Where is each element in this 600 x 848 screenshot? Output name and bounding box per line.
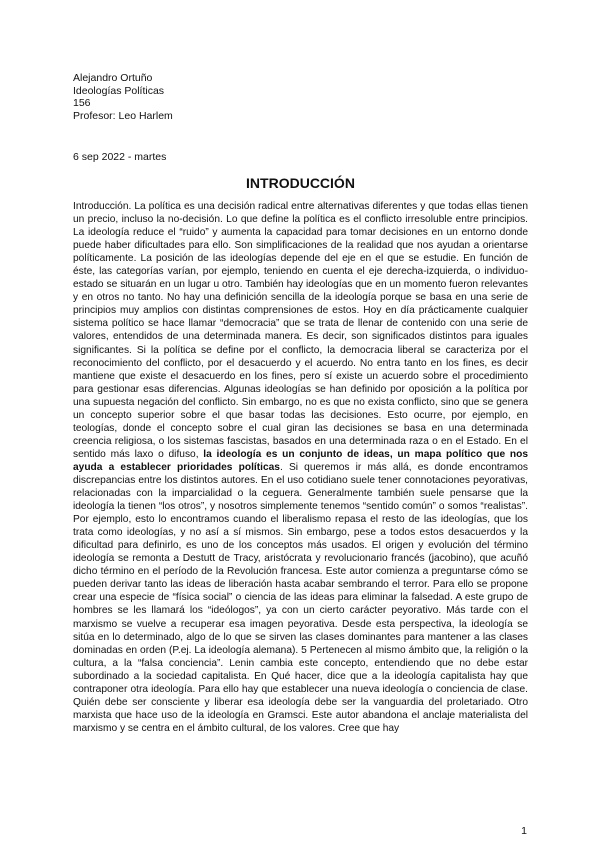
document-header bbox=[73, 72, 173, 122]
page-title: INTRODUCCIÓN bbox=[246, 175, 355, 191]
body-text-part-1: Introducción. La política es una decisión radical entre alternativas diferentes y que todas ellas tienen un precio, incluso la no-decisión. Lo que define la política es el conflicto irresoluble entre principios. La ideología reduce el “ruido” y aumenta la capacidad para tomar decisiones en un entorno donde puede haber dificultades para ello. Son simplificaciones de la realidad que nos ayudan a orientarse políticamente. La posición de las ideologías depende del eje en el que se estudie. En función de éste, las categorías varían, por ejemplo, teniendo en cuenta el eje derecha-izquierda, o individuo-estado se situarán en un lugar u otro. También hay ideologías que en un momento fueron relevantes y en otros no tanto. No hay una definición sencilla de la ideología porque se basa en una serie de principios muy amplios con distintas comprensiones de estos. Hoy en día prácticamente cualquier sistema político se hace llamar “democracia” que se trata de llenar de contenido con una serie de valores, entendidos de una determinada manera. Es decir, son significados distintos para iguales significantes. Si la política se define por el conflicto, la democracia liberal se caracteriza por el reconocimiento del conflicto, por el desacuerdo y el acuerdo. No entra tanto en los fines, es decir mantiene que existe el desacuerdo en los fines, pero sí existe un acuerdo sobre el procedimiento para gestionar esas diferencias. Algunas ideologías se han definido por oposición a la política por una supuesta negación del conflicto. Sin embargo, no es que no exista conflicto, sino que se genera un concepto superior sobre el que basar todas las decisiones. Esto ocurre, por ejemplo, en teologías, donde el concepto sobre el cual giran las decisiones se basa en una determinada creencia religiosa, o los sistemas fascistas, basados en una determinada raza o en el Estado. En el sentido más laxo o difuso, bbox=[73, 201, 528, 460]
document-date: 6 sep 2022 - martes bbox=[73, 151, 167, 163]
body-paragraph bbox=[73, 200, 528, 735]
professor-name: Profesor: Leo Harlem bbox=[73, 109, 173, 122]
author-name: Alejandro Ortuño bbox=[73, 72, 153, 84]
body-bold-definition: la ideología es un conjunto de ideas, un mapa político que nos ayuda a establecer prioridades políticas bbox=[73, 448, 528, 473]
page-number: 1 bbox=[521, 825, 527, 837]
body-text-part-2: . Si queremos ir más allá, es donde encontramos discrepancias entre los distintos autores. En el uso cotidiano suele tener connotaciones peyorativas, relacionadas con la imparcialidad o la ceguera. Generalmente también suele pensarse que la ideología la tienen “los otros”, y nosotros simplemente tenemos “sentido común” o somos “realistas”. Por ejemplo, esto lo encontramos cuando el liberalismo repasa el resto de las ideologías, que los trata como ideologías, y no así a sí mismos. Sin embargo, pese a todos estos desacuerdos y la dificultad para definirlo, es uno de los conceptos más usados. El origen y evolución del término ideología se remonta a Destutt de Tracy, aristócrata y revolucionario francés (jacobino), que acuñó dicho término en el período de la Revolución francesa. Este autor comienza a preguntarse cómo se pueden derivar tanto las ideas de liberación hasta acabar sembrando el terror. Para ello se propone crear una especie de “física social” o ciencia de las ideas para eliminar la falsedad. A este grupo de hombres se les llamará los “ideólogos”, ya con un cierto carácter peyorativo. Más tarde con el marxismo se vuelve a recuperar esa imagen peyorativa. Desde esta perspectiva, la ideología se sitúa en lo determinado, algo de lo que se sirven las clases dominantes para mantener a las clases dominadas en orden (P.ej. La ideología alemana). 5 Pertenecen al mismo ámbito que, la religión o la cultura, a la “falsa conciencia”. Lenin cambia este concepto, entendiendo que no debe estar subordinado a la sociedad capitalista. En Qué hacer, dice que a la ideología capitalista hay que contraponer otra ideología. Para ello hay que establecer una nueva ideología o conciencia de clase. Quién debe ser consciente y liberar esa ideología debe ser la vanguardia del proletariado. Otro marxista que hace uso de la ideología en Gramsci. Este autor abandona el anclaje materialista del marxismo y se centra en el ámbito cultural, de los valores. Cree que hay bbox=[73, 461, 528, 734]
course-number: 156 bbox=[73, 97, 91, 110]
course-name: Ideologías Políticas bbox=[73, 84, 165, 97]
